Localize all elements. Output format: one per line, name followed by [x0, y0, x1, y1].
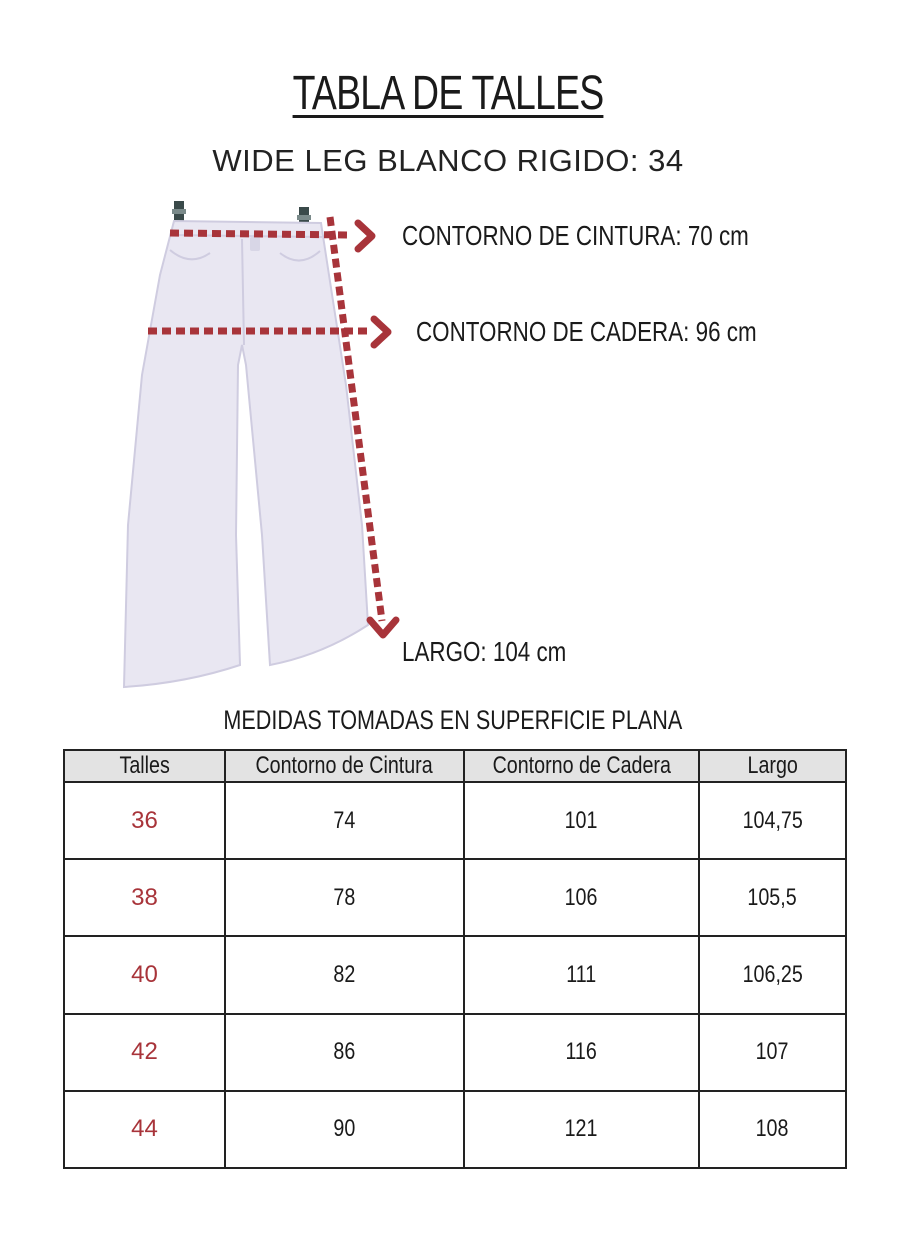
length-cell: 104,75	[699, 782, 846, 859]
product-subtitle: WIDE LEG BLANCO RIGIDO: 34	[212, 143, 684, 178]
header-talles: Talles	[64, 750, 225, 782]
waist-cell: 74	[225, 782, 464, 859]
length-cell: 106,25	[699, 936, 846, 1013]
size-table-header-row	[64, 750, 846, 782]
hip-measurement-label: CONTORNO DE CADERA: 96 cm	[416, 316, 757, 347]
table-row	[64, 859, 846, 936]
waist-cell: 86	[225, 1014, 464, 1091]
pants-measurement-figure	[110, 195, 410, 695]
length-measurement-label: LARGO: 104 cm	[402, 636, 567, 667]
length-cell: 108	[699, 1091, 846, 1168]
size-table	[63, 749, 847, 1169]
size-cell: 36	[64, 782, 225, 859]
header-cadera: Contorno de Cadera	[464, 750, 699, 782]
waist-cell: 78	[225, 859, 464, 936]
header-cintura: Contorno de Cintura	[225, 750, 464, 782]
header-largo: Largo	[699, 750, 846, 782]
table-row	[64, 936, 846, 1013]
size-cell: 44	[64, 1091, 225, 1168]
length-cell: 105,5	[699, 859, 846, 936]
size-cell: 38	[64, 859, 225, 936]
hip-cell: 101	[464, 782, 699, 859]
size-cell: 40	[64, 936, 225, 1013]
hip-cell: 106	[464, 859, 699, 936]
waist-measurement-label: CONTORNO DE CINTURA: 70 cm	[402, 220, 749, 251]
length-cell: 107	[699, 1014, 846, 1091]
pants-icon	[124, 221, 368, 687]
waist-cell: 82	[225, 936, 464, 1013]
table-row	[64, 1091, 846, 1168]
hip-cell: 116	[464, 1014, 699, 1091]
waist-cell: 90	[225, 1091, 464, 1168]
flat-measure-note: MEDIDAS TOMADAS EN SUPERFICIE PLANA	[223, 705, 683, 735]
table-row	[64, 782, 846, 859]
size-cell: 42	[64, 1014, 225, 1091]
hip-cell: 111	[464, 936, 699, 1013]
page-title: TABLA DE TALLES	[292, 67, 604, 120]
table-row	[64, 1014, 846, 1091]
hip-cell: 121	[464, 1091, 699, 1168]
